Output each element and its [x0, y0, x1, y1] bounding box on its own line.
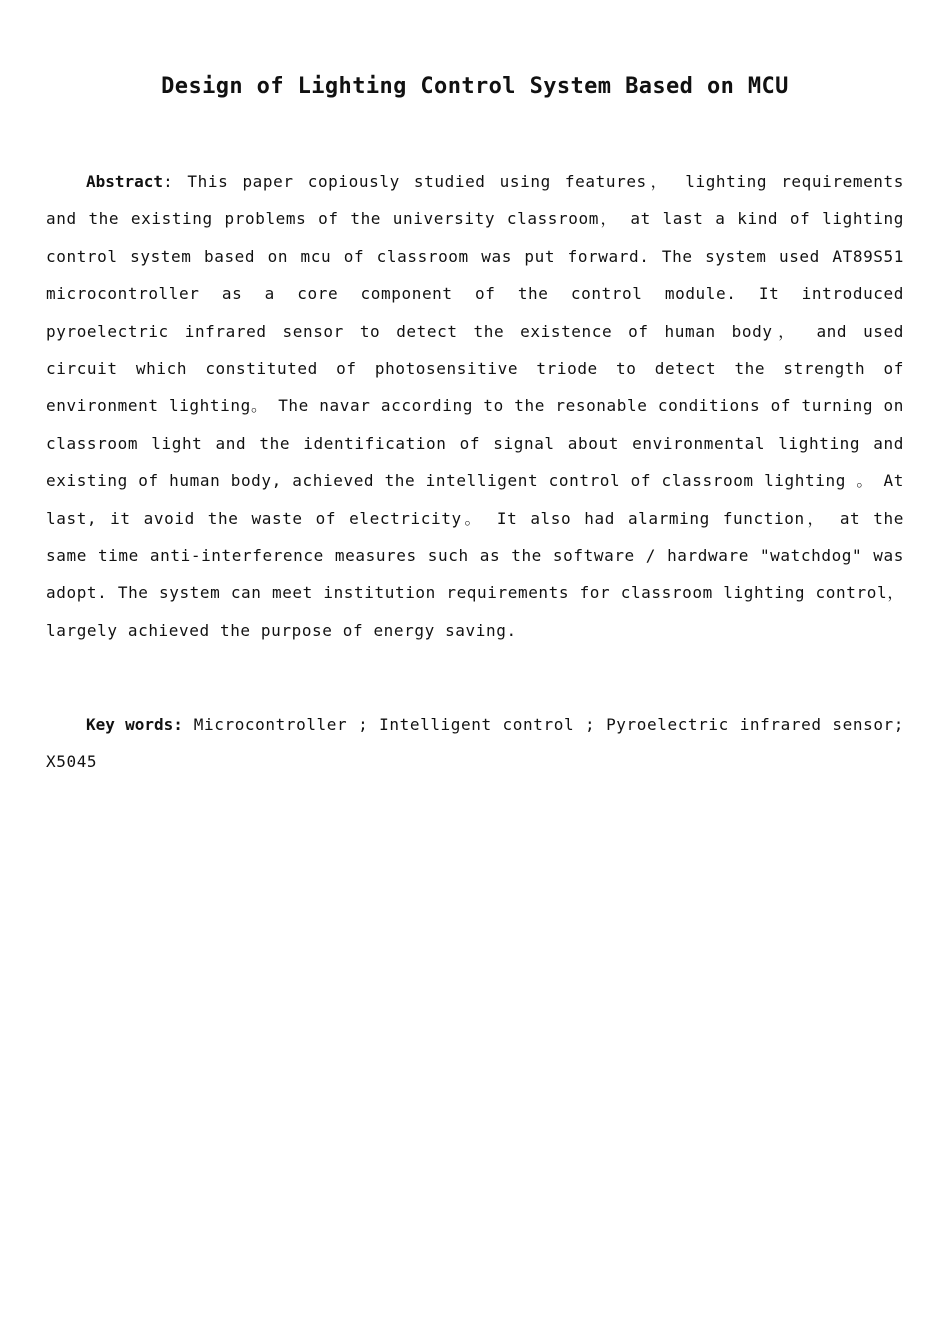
keywords-text: Microcontroller ; Intelligent control ; Pyroelectric infrared sensor; X5045 [46, 715, 905, 772]
keywords-label: Key words: [86, 715, 183, 734]
keywords-paragraph [46, 706, 904, 781]
abstract-label: Abstract [86, 172, 164, 191]
abstract-paragraph [46, 163, 904, 649]
paper-title: Design of Lighting Control System Based on MCU [161, 74, 789, 99]
abstract-separator: : [163, 172, 174, 191]
abstract-text: This paper copiously studied using features， lighting requirements and the existing problems of the university classroom， at last a kind of lighting control system based on mcu of classroom was put forward. The system used AT89S51 microcontroller as a core component of the control module. It introduced pyroelectric infrared sensor to detect the existence of human body， and used circuit which constituted of photosensitive triode to detect the strength of environment lighting。 The navar according to the resonable conditions of turning on classroom light and the identification of signal about environmental lighting and existing of human body, achieved the intelligent control of classroom lighting 。 At last, it avoid the waste of electricity。 It also had alarming function， at the same time anti-interference measures such as the software / hardware "watchdog" was adopt. The system can meet institution requirements for classroom lighting control， largely achieved the purpose of energy saving. [46, 172, 904, 640]
